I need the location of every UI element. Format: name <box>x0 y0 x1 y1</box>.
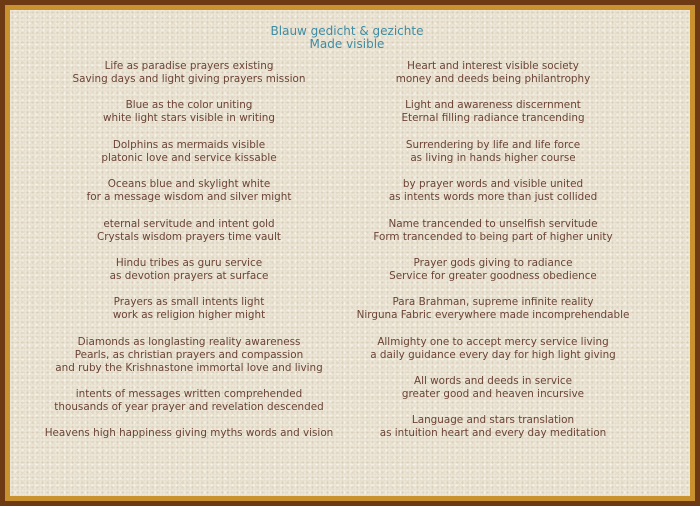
poem-line: Saving days and light giving prayers mission <box>72 73 306 86</box>
stanza <box>36 257 342 283</box>
poem-line: Crystals wisdom prayers time vault <box>97 230 281 243</box>
poem-line: by prayer words and visible united <box>402 178 584 191</box>
stanza <box>348 336 638 362</box>
poem-line: Oceans blue and skylight white <box>107 178 271 191</box>
poem-line: Light and awareness discernment <box>405 99 581 112</box>
poem-line: Heart and interest visible society <box>407 60 579 72</box>
stanza <box>348 178 638 204</box>
stanza <box>36 336 342 375</box>
poem-line: money and deeds being philantrophy <box>395 73 591 86</box>
stanza <box>348 414 638 440</box>
poem-paper <box>10 10 690 496</box>
poem-subtitle: Made visible <box>309 37 385 51</box>
poem-line: as intuition heart and every day meditation <box>379 427 607 440</box>
poem-line: a daily guidance every day for high light giving <box>370 348 616 361</box>
poem-line: as devotion prayers at surface <box>109 269 269 282</box>
poem-line: Name trancended to unselfish servitude <box>388 217 598 230</box>
poem-line: intents of messages written comprehended <box>75 388 303 401</box>
poem-line: greater good and heaven incursive <box>401 388 585 401</box>
poem-line: All words and deeds in service <box>414 375 572 387</box>
poem-line: Service for greater goodness obedience <box>389 269 597 282</box>
stanza <box>348 139 638 165</box>
left-column <box>36 60 342 454</box>
stanza <box>36 139 342 165</box>
stanza <box>348 99 638 125</box>
poem-line: as intents words more than just collided <box>388 191 598 204</box>
poem-line: Nirguna Fabric everywhere made incomprehendable <box>356 309 630 322</box>
poem-line: Heavens high happiness giving myths words and vision <box>44 427 334 440</box>
poem-line: for a message wisdom and silver might <box>86 191 292 204</box>
poem-line: thousands of year prayer and revelation descended <box>54 401 324 414</box>
stanza <box>348 218 638 244</box>
poem-line: Eternal filling radiance trancending <box>401 112 585 125</box>
stanza <box>36 60 342 86</box>
stanza <box>348 60 638 86</box>
stanza <box>36 427 342 440</box>
poem-line: and ruby the Krishnastone immortal love and living <box>55 361 323 374</box>
poem-line: Surrendering by life and life force <box>405 138 581 151</box>
poem-line: work as religion higher might <box>112 309 266 322</box>
poem-line: Language and stars translation <box>411 414 575 427</box>
stanza <box>36 296 342 322</box>
poem-line: Pearls, as christian prayers and compassion <box>74 348 304 361</box>
stanza <box>36 178 342 204</box>
poem-line: eternal servitude and intent gold <box>103 217 275 230</box>
stanza <box>36 388 342 414</box>
poem-line: Life as paradise prayers existing <box>104 60 274 72</box>
poem-line: Prayer gods giving to radiance <box>413 256 573 269</box>
poem-line: Hindu tribes as guru service <box>115 256 263 269</box>
poem-line: Form trancended to being part of higher unity <box>373 230 613 243</box>
frame-border <box>5 5 695 501</box>
poem-line: Diamonds as longlasting reality awareness <box>77 335 301 348</box>
poem-line: Para Brahman, supreme infinite reality <box>392 296 594 309</box>
poem-title: Blauw gedicht & gezichte <box>270 24 424 38</box>
poem-line: as living in hands higher course <box>410 151 576 164</box>
stanza <box>36 99 342 125</box>
poem-line: white light stars visible in writing <box>102 112 275 125</box>
stanza <box>348 296 638 322</box>
stanza <box>36 218 342 244</box>
poem-line: Blue as the color uniting <box>125 99 253 112</box>
right-column <box>348 60 638 454</box>
stanza <box>348 257 638 283</box>
poem-line: Prayers as small intents light <box>113 296 265 309</box>
poem-line: platonic love and service kissable <box>101 151 277 164</box>
poem-line: Allmighty one to accept mercy service living <box>377 335 609 348</box>
poem-line: Dolphins as mermaids visible <box>112 138 266 151</box>
stanza <box>348 375 638 401</box>
